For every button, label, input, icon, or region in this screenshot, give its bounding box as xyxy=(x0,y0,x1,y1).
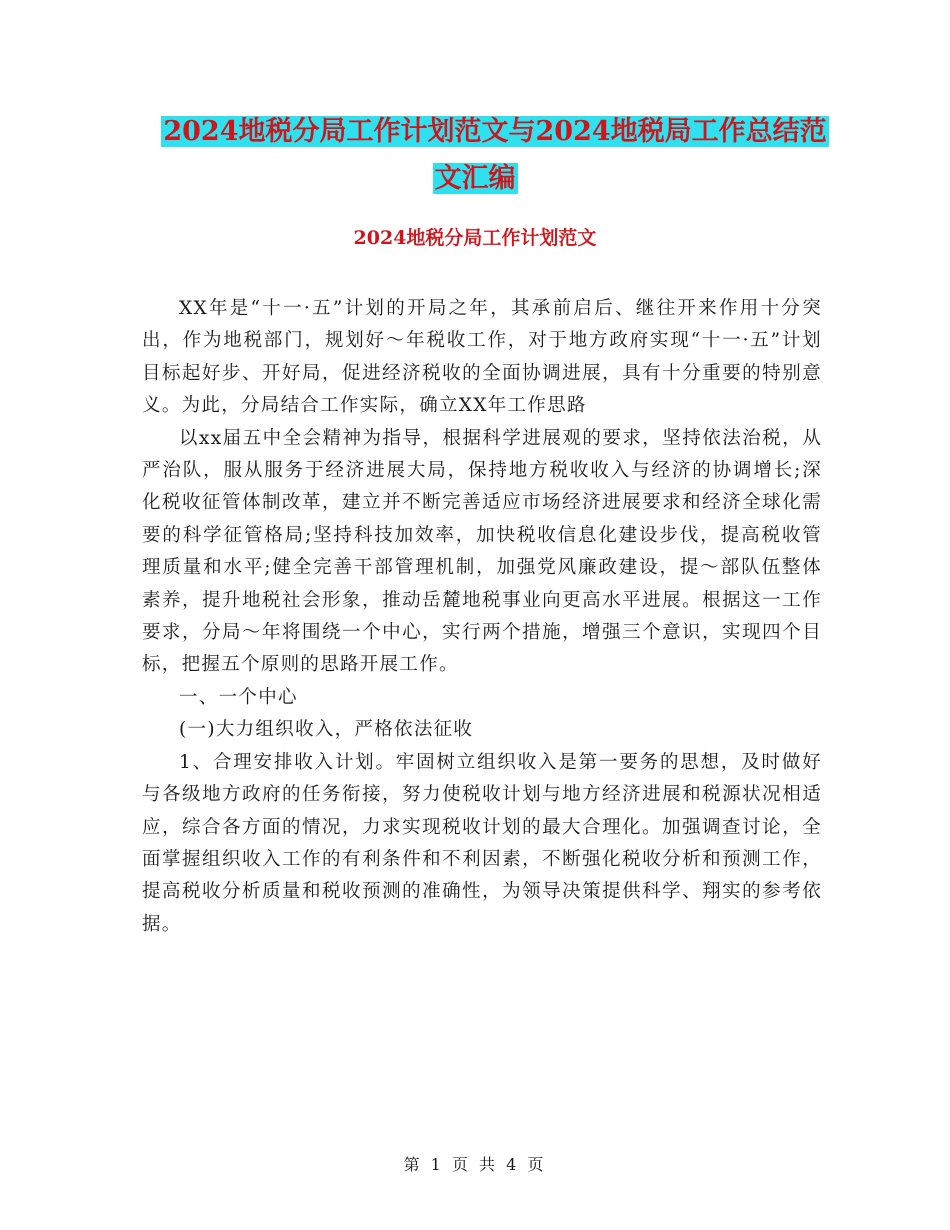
paragraph-guideline: 以xx届五中全会精神为指导，根据科学进展观的要求，坚持依法治税，从严治队，服从服务于经济进展大局，保持地方税收收入与经济的协调增长;深化税收征管体制改革，建立并不断完善适应市场经济进展要求和经济全球化需要的科学征管格局;坚持科技加效率，加快税收信息化建设步伐，提高税收管理质量和水平;健全完善干部管理机制，加强党风廉政建设，提～部队伍整体素养，提升地税社会形象，推动岳麓地税事业向更高水平进展。根据这一工作要求，分局～年将围绕一个中心，实行两个措施，增强三个意识，实现四个目标，把握五个原则的思路开展工作。 xyxy=(142,427,822,676)
section-heading-one-center: 一、一个中心 xyxy=(179,686,298,708)
subsection-heading: (一)大力组织收入，严格依法征收 xyxy=(179,719,474,741)
title-highlight-1: 2024地税分局工作计划范文与2024地税局工作总结范 xyxy=(163,116,827,147)
title-line-1 xyxy=(0,108,950,155)
title-highlight-2: 文汇编 xyxy=(434,163,516,194)
document-title xyxy=(0,108,950,202)
page-footer: 第 1 页 共 4 页 xyxy=(403,1155,547,1174)
paragraph-item-1: 1、合理安排收入计划。牢固树立组织收入是第一要务的思想，及时做好与各级地方政府的任务衔接，努力使税收计划与地方经济进展和税源状况相适应，综合各方面的情况，力求实现税收计划的最大合理化。加强调查讨论，全面掌握组织收入工作的有利条件和不利因素，不断强化税收分析和预测工作，提高税收分析质量和税收预测的准确性，为领导决策提供科学、翔实的参考依据。 xyxy=(142,751,822,935)
title-line-2 xyxy=(0,155,950,202)
paragraph-intro: XX年是“十一·五”计划的开局之年，其承前启后、继往开来作用十分突出，作为地税部门，规划好～年税收工作，对于地方政府实现“十一·五”计划目标起好步、开好局，促进经济税收的全面协调进展，具有十分重要的特别意义。为此，分局结合工作实际，确立XX年工作思路 xyxy=(142,298,822,417)
document-body xyxy=(142,293,822,941)
section-heading: 2024地税分局工作计划范文 xyxy=(353,227,597,249)
